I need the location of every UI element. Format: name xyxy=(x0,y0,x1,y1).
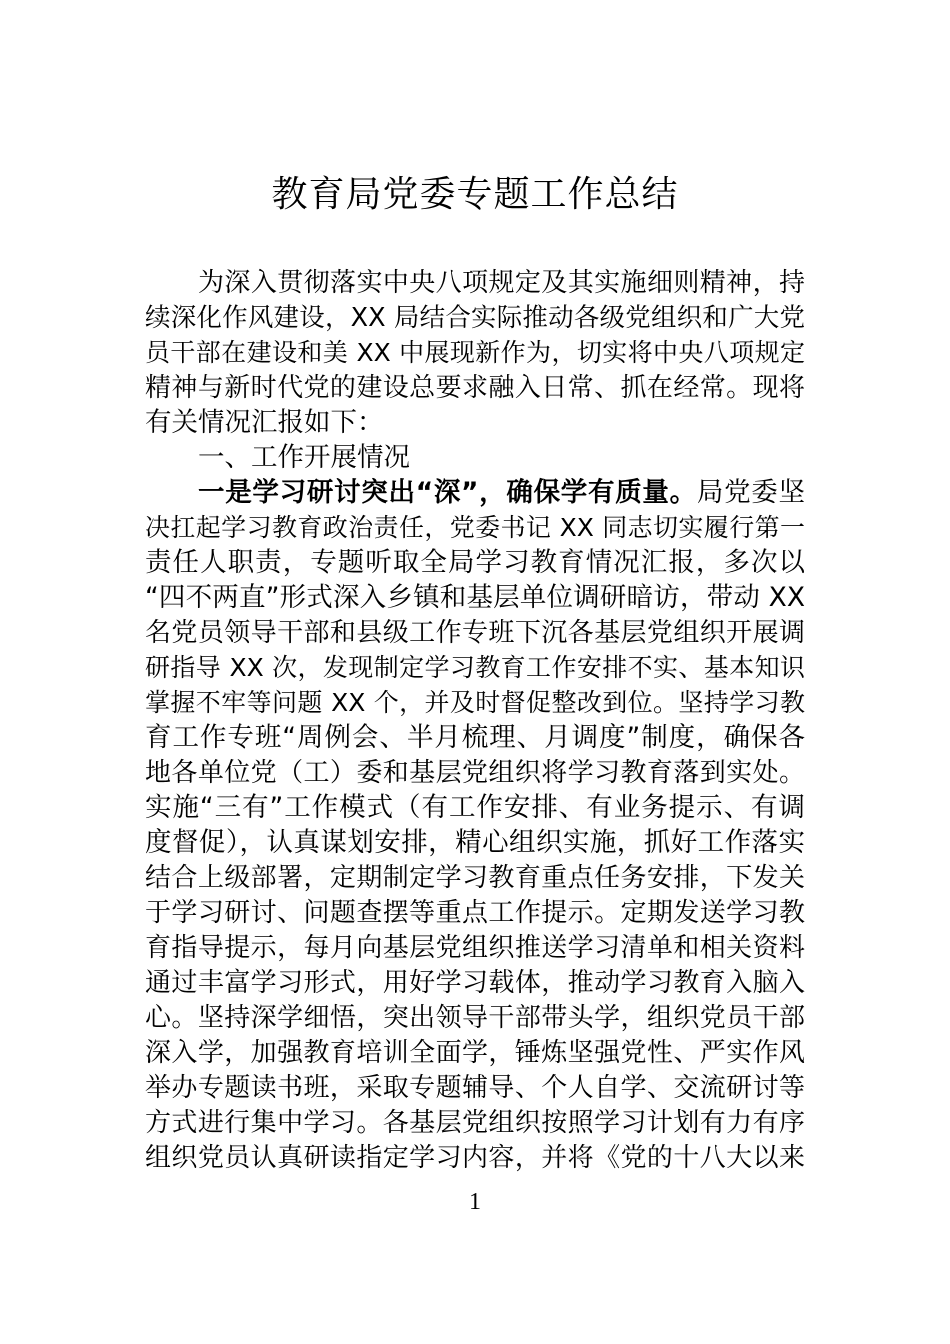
body-line: 于学习研讨、问题查摆等重点工作提示。定期发送学习教 xyxy=(145,898,805,928)
body-line: 通过丰富学习形式，用好学习载体，推动学习教育入脑入 xyxy=(145,968,805,998)
body-line: 实施“三有”工作模式（有工作安排、有业务提示、有调 xyxy=(145,792,805,823)
body-line: 地各单位党（工）委和基层党组织将学习教育落到实处。 xyxy=(145,758,805,788)
body-line: 责任人职责，专题听取全局学习教育情况汇报，多次以 xyxy=(145,547,805,578)
page-number: 1 xyxy=(469,1189,481,1215)
body-line: 度督促），认真谋划安排，精心组织实施，抓好工作落实 xyxy=(145,827,805,858)
paragraph-lead-line xyxy=(198,476,805,510)
intro-line: 有关情况汇报如下： xyxy=(145,407,384,438)
body-line: 深入学，加强教育培训全面学，锤炼坚强党性、严实作风 xyxy=(145,1038,805,1068)
body-line: 决扛起学习教育政治责任，党委书记 XX 同志切实履行第一 xyxy=(145,513,805,542)
body-line: 研指导 XX 次，发现制定学习教育工作安排不实、基本知识 xyxy=(145,653,805,682)
intro-line: 员干部在建设和美 XX 中展现新作为，切实将中央八项规定 xyxy=(145,338,805,367)
body-line: 掌握不牢等问题 XX 个，并及时督促整改到位。坚持学习教 xyxy=(145,688,805,717)
document-title: 教育局党委专题工作总结 xyxy=(271,174,679,215)
intro-line: 续深化作风建设，XX 局结合实际推动各级党组织和广大党 xyxy=(145,303,805,333)
body-line: 举办专题读书班，采取专题辅导、个人自学、交流研讨等 xyxy=(145,1073,805,1103)
body-line: 心。坚持深学细悟，突出领导干部带头学，组织党员干部 xyxy=(145,1003,805,1033)
body-line: 组织党员认真研读指定学习内容，并将《党的十八大以来 xyxy=(145,1143,805,1173)
body-line: 育工作专班“周例会、半月梳理、月调度”制度，确保各 xyxy=(145,722,805,753)
intro-line: 为深入贯彻落实中央八项规定及其实施细则精神，持 xyxy=(198,268,805,298)
paragraph-lead: 一是学习研讨突出“深”，确保学有质量。 xyxy=(198,477,697,508)
body-line: 育指导提示，每月向基层党组织推送学习清单和相关资料 xyxy=(145,933,805,963)
paragraph-lead-rest: 局党委坚 xyxy=(696,477,805,508)
body-line: 名党员领导干部和县级工作专班下沉各基层党组织开展调 xyxy=(145,618,805,648)
body-line: 方式进行集中学习。各基层党组织按照学习计划有力有序 xyxy=(145,1108,805,1138)
intro-line: 精神与新时代党的建设总要求融入日常、抓在经常。现将 xyxy=(145,373,805,403)
body-line: 结合上级部署，定期制定学习教育重点任务安排，下发关 xyxy=(145,863,805,893)
body-line: “四不两直”形式深入乡镇和基层单位调研暗访，带动 XX xyxy=(145,582,805,613)
section-heading: 一、工作开展情况 xyxy=(198,442,410,473)
